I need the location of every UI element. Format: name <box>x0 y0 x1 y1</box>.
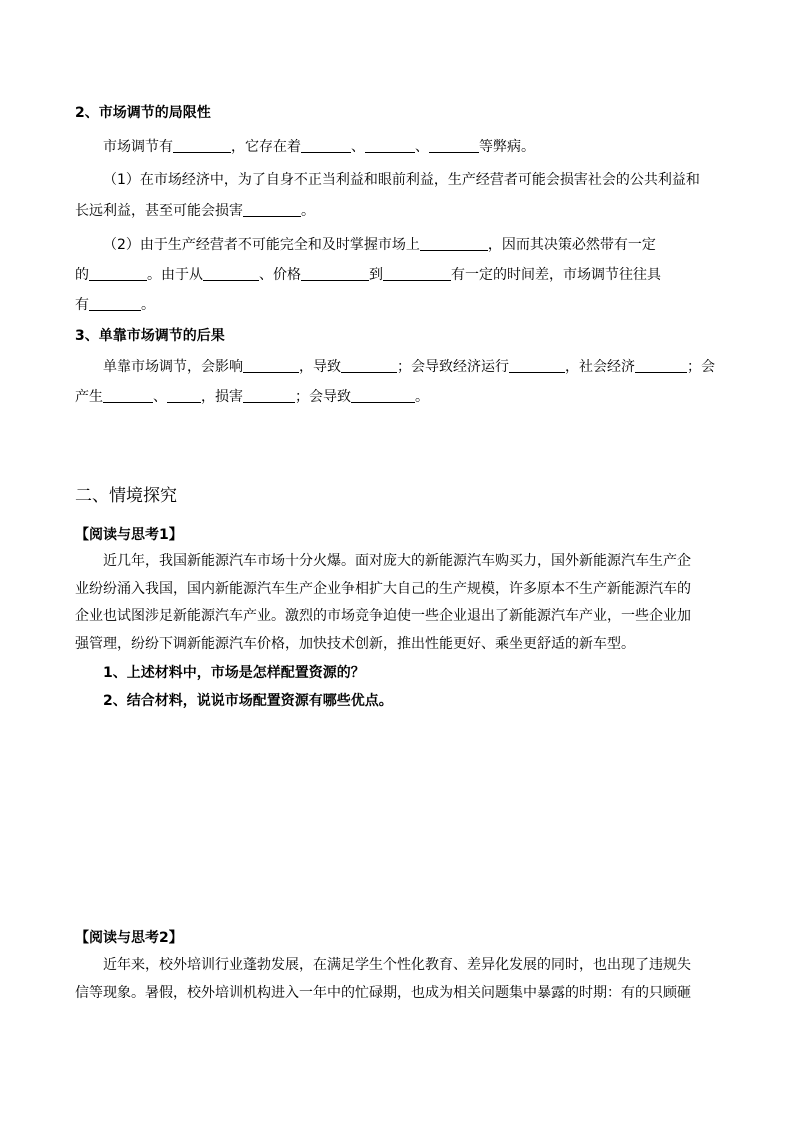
reading-1-title: 【阅读与思考1】 <box>75 527 183 543</box>
point-2-line-2: 的 。由于从 、价格 到 有一定的时间差，市场调节往往具 <box>75 267 661 283</box>
section-2-title: 2、市场调节的局限性 <box>75 105 211 121</box>
section-heading-situational-inquiry: 二、情境探究 <box>75 486 177 506</box>
blank <box>89 266 147 281</box>
point-1-line-1: （1）在市场经济中，为了自身不正当利益和眼前利益，生产经营者可能会损害社会的公共利益和 <box>103 172 700 188</box>
blank <box>420 236 488 251</box>
point-1-line-2: 长远利益，甚至可能会损害 。 <box>75 203 315 219</box>
blank <box>635 358 687 373</box>
blank <box>167 388 201 403</box>
blank <box>429 138 479 153</box>
blank <box>103 388 153 403</box>
blank <box>301 138 351 153</box>
reading-1-line: 企业也试图涉足新能源汽车产业。激烈的市场竞争迫使一些企业退出了新能源汽车产业，一些企业加 <box>75 608 691 624</box>
reading-1-line: 业纷纷涌入我国，国内新能源汽车生产企业争相扩大自己的生产规模，许多原本不生产新能源汽车的 <box>75 581 691 597</box>
blank <box>383 266 451 281</box>
reading-2-line: 近年来，校外培训行业蓬勃发展，在满足学生个性化教育、差异化发展的同时，也出现了违规失 <box>103 957 691 973</box>
consequence-line-2: 产生 、 ，损害 ；会导致 。 <box>75 389 429 405</box>
consequence-line-1: 单靠市场调节，会影响 ，导致 ；会导致经济运行 ，社会经济 ；会 <box>103 359 715 375</box>
blank <box>301 266 369 281</box>
blank <box>341 358 397 373</box>
blank <box>89 296 141 311</box>
blank <box>351 388 415 403</box>
blank <box>509 358 565 373</box>
point-2-line-3: 有 。 <box>75 297 155 313</box>
blank <box>203 266 259 281</box>
blank <box>243 202 301 217</box>
reading-1-line: 强管理，纷纷下调新能源汽车价格，加快技术创新，推出性能更好、乘坐更舒适的新车型。 <box>75 636 635 652</box>
reading-2-title: 【阅读与思考2】 <box>75 930 183 946</box>
reading-1-question-1: 1、上述材料中，市场是怎样配置资源的？ <box>103 665 365 681</box>
reading-1-question-2: 2、结合材料，说说市场配置资源有哪些优点。 <box>103 693 393 709</box>
point-2-line-1: （2）由于生产经营者不可能完全和及时掌握市场上 ，因而其决策必然带有一定 <box>103 237 656 253</box>
blank <box>173 138 231 153</box>
reading-2-line: 信等现象。暑假，校外培训机构进入一年中的忙碌期，也成为相关问题集中暴露的时期：有的只顾砸 <box>75 985 691 1001</box>
blank <box>243 358 299 373</box>
reading-1-line: 近几年，我国新能源汽车市场十分火爆。面对庞大的新能源汽车购买力，国外新能源汽车生产企 <box>103 553 691 569</box>
limitation-sentence: 市场调节有 ，它存在着 、 、 等弊病。 <box>103 139 535 155</box>
section-3-title: 3、单靠市场调节的后果 <box>75 328 225 344</box>
blank <box>243 388 295 403</box>
blank <box>365 138 415 153</box>
